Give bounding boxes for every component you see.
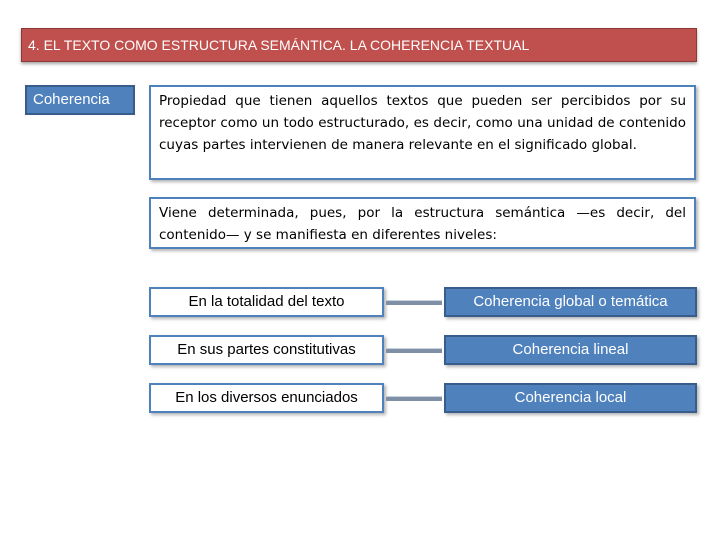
level-box-text-totality: En la totalidad del texto [149, 287, 384, 317]
level-box-statements: En los diversos enunciados [149, 383, 384, 413]
slide-title: 4. EL TEXTO COMO ESTRUCTURA SEMÁNTICA. LA COHERENCIA TEXTUAL [21, 28, 697, 62]
connector-line [386, 348, 442, 353]
coherence-type-linear: Coherencia lineal [444, 335, 697, 365]
term-label: Coherencia [25, 85, 135, 115]
coherence-type-global: Coherencia global o temática [444, 287, 697, 317]
level-box-constituent-parts: En sus partes constitutivas [149, 335, 384, 365]
definition-box: Propiedad que tienen aquellos textos que pueden ser percibidos por su receptor como un todo estructurado, es decir, como una unidad de contenido cuyas partes intervienen de manera relevante en el significado global. [149, 85, 696, 180]
connector-line [386, 396, 442, 401]
connector-line [386, 300, 442, 305]
coherence-type-local: Coherencia local [444, 383, 697, 413]
determination-box: Viene determinada, pues, por la estructura semántica —es decir, del contenido— y se manifiesta en diferentes niveles: [149, 197, 696, 249]
